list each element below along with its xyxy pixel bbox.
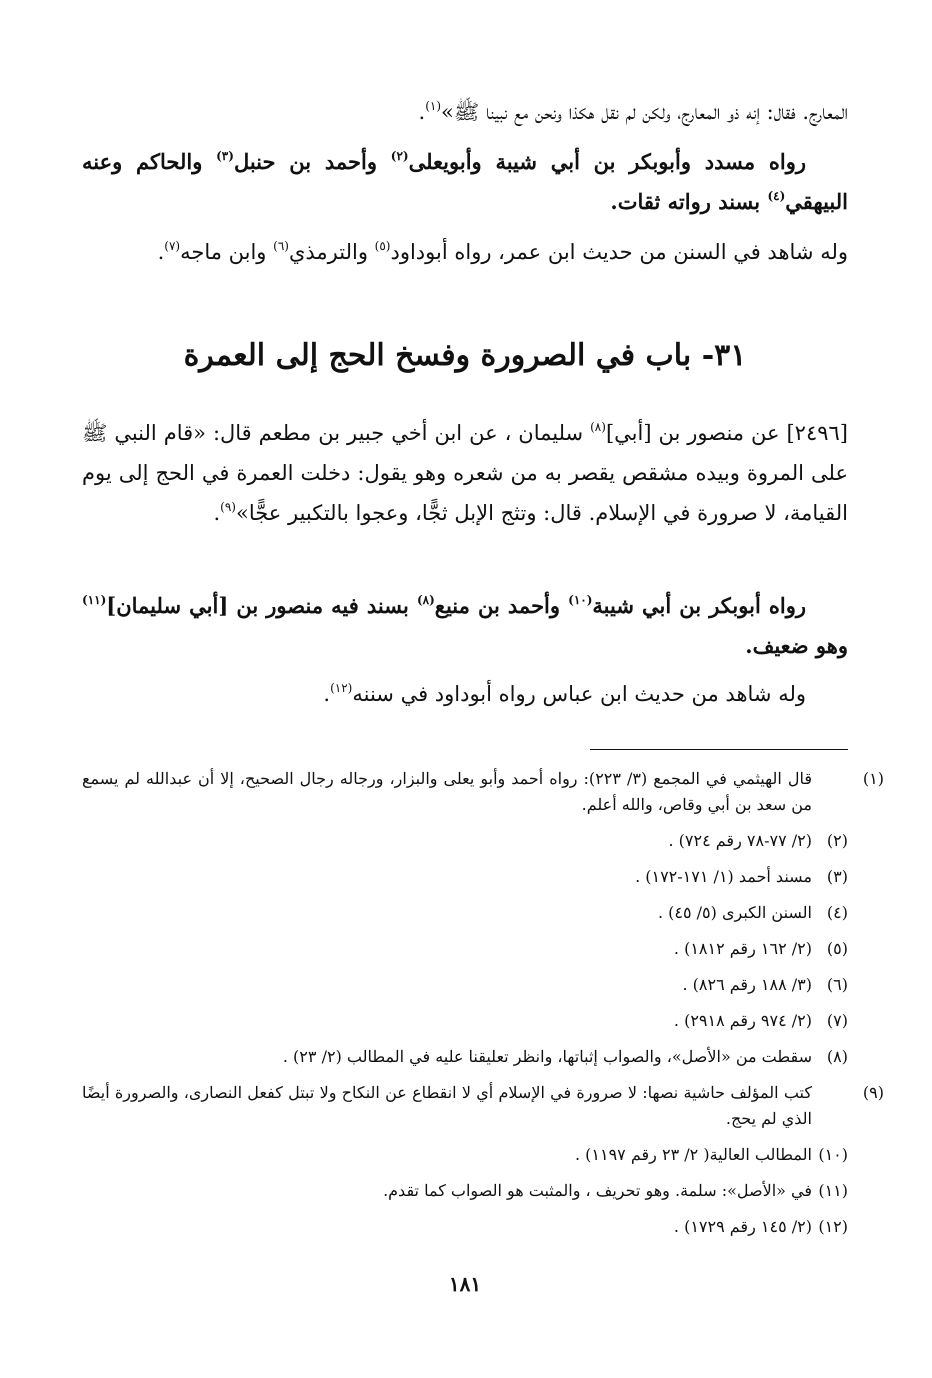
footnote-number: (١١): [818, 1181, 848, 1200]
footnote-item: [82, 766, 884, 818]
footnote-ref: (٨): [590, 420, 606, 434]
footnote-text: كتب المؤلف حاشية نصها: لا صرورة في الإسلام أي لا انقطاع عن النكاح ولا تبتل كفعل النصارى، والصرورة أيضًا الذي لم يحج.: [82, 1083, 812, 1128]
footnote-number: (١٠): [818, 1145, 848, 1164]
section-heading: ٣١- باب في الصرورة وفسخ الحج إلى العمرة: [183, 338, 747, 373]
footnote-item: [82, 1214, 848, 1240]
continuation-text: المعارج. فقال: إنه ذو المعارج، ولكن لم نقل هكذا ونحن مع نبينا ﷺ»: [441, 100, 848, 124]
footnote-item: [82, 900, 848, 926]
footnote-number: (١٢): [818, 1217, 848, 1236]
footnote-ref: (٧): [164, 239, 181, 253]
footnote-number: (١): [862, 769, 884, 788]
continuation-paragraph: [82, 92, 848, 132]
footnote-number: (٣): [826, 867, 848, 886]
punctuation: .: [157, 240, 165, 264]
footnote-item: [82, 936, 848, 962]
footnote-item: [82, 1044, 848, 1070]
takhrij-text: والحاكم وعنه البيهقي: [82, 149, 848, 214]
page-number: ١٨١: [448, 1272, 482, 1296]
takhrij-text: وأحمد بن حنبل: [233, 149, 391, 174]
takhrij-paragraph-1: [82, 142, 848, 222]
footnote-text: سقطت من «الأصل»، والصواب إثباتها، وانظر تعليقنا عليه في المطالب (٢/ ٢٣) .: [282, 1047, 812, 1066]
footnote-item: [82, 828, 848, 854]
hadith-text: سليمان ، عن ابن أخي جبير بن مطعم قال: «قام النبي ﷺ على المروة وبيده مشقص يقصر به من شعره وهو يقول: دخلت العمرة في الحج إلى يوم القيامة، لا صرورة في الإسلام. قال: وتثج الإبل ثجًّا، وعجوا بالتكبير عجًّا»: [82, 421, 848, 525]
takhrij-text: بسند رواته ثقات.: [610, 189, 768, 214]
takhrij-text: وهو ضعيف.: [745, 633, 848, 658]
footnote-ref: (١٢): [330, 681, 353, 695]
footnote-item: [82, 1080, 884, 1132]
footnote-ref: (٣): [216, 149, 234, 163]
footnote-text: قال الهيثمي في المجمع (٣/ ٢٢٣): رواه أحمد وأبو يعلى والبزار، ورجاله رجال الصحيح، إلا أن عبدالله لم يسمع من سعد بن أبي وقاص، والله أعلم.: [82, 769, 812, 814]
footnote-item: [82, 1142, 848, 1168]
footnote-number: (٦): [826, 975, 848, 994]
footnote-number: (٥): [826, 939, 848, 958]
footnote-text: مسند أحمد (١/ ١٧١-١٧٢) .: [635, 867, 812, 886]
book-page: [82, 0, 884, 1378]
footnote-number: (٤): [826, 903, 848, 922]
footnote-number: (٢): [826, 831, 848, 850]
shahid-paragraph-2: [82, 674, 848, 714]
takhrij-paragraph-2: [82, 586, 848, 666]
footnote-number: (٧): [826, 1011, 848, 1030]
footnote-ref: (٩): [220, 500, 236, 514]
punctuation: .: [418, 100, 426, 124]
footnote-text: (٢/ ١٦٢ رقم ١٨١٢) .: [673, 939, 812, 958]
shahid-text: والترمذي: [288, 240, 375, 264]
hadith-text: [٢٤٩٦] عن منصور بن [أبي]: [605, 421, 848, 445]
takhrij-text: رواه مسدد وأبوبكر بن أبي شيبة وأبويعلى: [408, 149, 806, 174]
footnote-ref: (١٠): [568, 593, 593, 607]
footnote-ref: (١): [425, 99, 442, 113]
footnote-item: [82, 972, 848, 998]
takhrij-text: رواه أبوبكر بن أبي شيبة: [592, 593, 806, 618]
footnote-text: (٢/ ٧٧-٧٨ رقم ٧٢٤) .: [668, 831, 812, 850]
footnote-text: في «الأصل»: سلمة. وهو تحريف ، والمثبت هو الصواب كما تقدم.: [383, 1181, 812, 1200]
shahid-text: وله شاهد من حديث ابن عباس رواه أبوداود في سننه: [352, 682, 806, 706]
footnote-ref: (٥): [374, 239, 391, 253]
footnote-ref: (١١): [82, 593, 107, 607]
footnote-ref: (٦): [273, 239, 289, 253]
hadith-paragraph: [82, 413, 848, 533]
footnote-item: [82, 1178, 848, 1204]
footnotes-list: [82, 766, 884, 1250]
footnote-text: المطالب العالية( ٢/ ٢٣ رقم ١١٩٧) .: [574, 1145, 812, 1164]
footnote-ref: (٢): [390, 149, 409, 163]
shahid-text: وله شاهد في السنن من حديث ابن عمر، رواه أبوداود: [390, 240, 848, 264]
punctuation: .: [323, 682, 331, 706]
footnote-text: (٢/ ٩٧٤ رقم ٢٩١٨) .: [673, 1011, 812, 1030]
footnote-number: (٨): [826, 1047, 848, 1066]
footnote-ref: (٨): [416, 593, 435, 607]
shahid-paragraph-1: [82, 232, 848, 272]
footnote-number: (٩): [862, 1083, 884, 1102]
shahid-text: وابن ماجه: [180, 240, 274, 264]
footnote-text: السنن الكبرى (٥/ ٤٥) .: [657, 903, 812, 922]
takhrij-text: وأحمد بن منيع: [434, 593, 569, 618]
punctuation: .: [213, 501, 221, 525]
footnote-divider: [590, 749, 848, 750]
footnote-ref: (٤): [767, 189, 786, 203]
takhrij-text: بسند فيه منصور بن [أبي سليمان]: [106, 593, 417, 618]
footnote-item: [82, 1008, 848, 1034]
footnote-item: [82, 864, 848, 890]
footnote-text: (٢/ ١٤٥ رقم ١٧٢٩) .: [673, 1217, 812, 1236]
footnote-text: (٣/ ١٨٨ رقم ٨٢٦) .: [682, 975, 812, 994]
